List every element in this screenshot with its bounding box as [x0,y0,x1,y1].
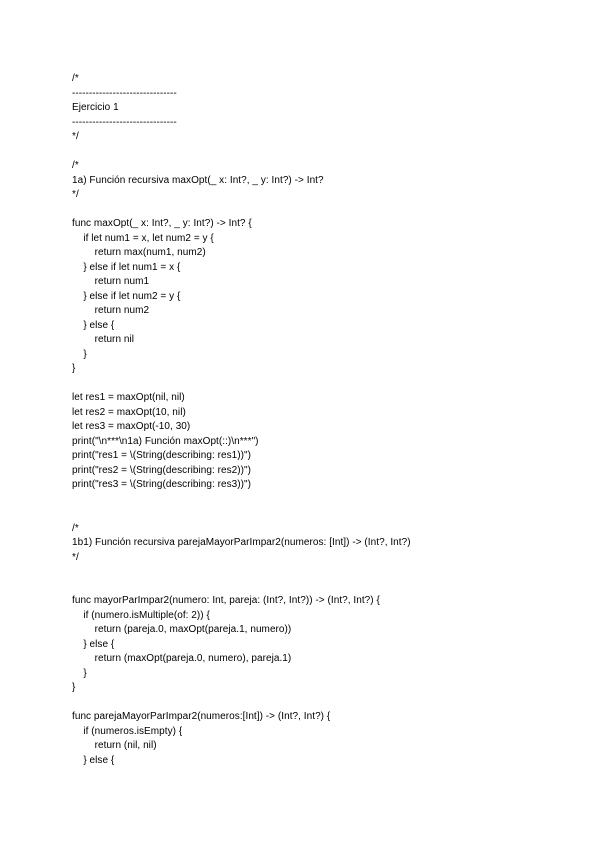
code-line: */ [72,131,79,142]
code-line: if (numero.isMultiple(of: 2)) { [72,609,210,621]
code-line: let res1 = maxOpt(nil, nil) [72,392,185,403]
code-line: } else if let num2 = y { [72,290,181,302]
code-line: 1b1) Función recursiva parejaMayorParImpar2(numeros: [Int]) -> (Int?, Int?) [72,537,411,548]
code-line: return nil [72,334,135,345]
code-line [72,565,411,580]
code-line: func maxOpt(_ x: Int?, _ y: Int?) -> Int? { [72,218,252,229]
code-line: } [72,667,87,679]
code-line [72,696,411,711]
code-line: } [72,363,76,374]
code-line: /* [72,73,79,84]
code-line [72,580,411,595]
code-line: 1a) Función recursiva maxOpt(_ x: Int?, _ y: Int?) -> Int? [72,174,324,186]
code-line: return max(num1, num2) [72,247,206,258]
code-line [72,493,411,508]
code-line: return (maxOpt(pareja.0, numero), pareja.1) [72,653,292,664]
code-line: ------------------------------- [72,116,177,128]
code-line: /* [72,160,79,171]
code-line: } [72,682,76,693]
code-line: */ [72,551,79,563]
code-listing [72,72,411,768]
code-line: print("\n***\n1a) Función maxOpt(::)\n***") [72,435,259,447]
code-line: func mayorParImpar2(numero: Int, pareja: (Int?, Int?)) -> (Int?, Int?) { [72,595,380,606]
code-line: let res3 = maxOpt(-10, 30) [72,421,191,432]
code-line: Ejercicio 1 [72,102,119,113]
code-line: return (pareja.0, maxOpt(pareja.1, numero)) [72,624,292,635]
code-line [72,145,411,160]
code-line [72,377,411,392]
code-line: */ [72,189,79,200]
code-line: return num2 [72,305,150,316]
code-line: /* [72,522,79,534]
code-line: } else if let num1 = x { [72,261,181,273]
code-line: if let num1 = x, let num2 = y { [72,232,214,244]
code-line: func parejaMayorParImpar2(numeros:[Int]) -> (Int?, Int?) { [72,711,331,722]
code-line: let res2 = maxOpt(10, nil) [72,406,186,418]
code-line: ------------------------------- [72,87,177,99]
code-line: } [72,348,87,360]
code-line: return (nil, nil) [72,740,157,751]
code-line: } else { [72,638,115,650]
code-line: } else { [72,319,115,331]
code-line: print("res3 = \(String(describing: res3))") [72,479,252,490]
code-line: } else { [72,754,115,766]
code-line [72,203,411,218]
code-line: if (numeros.isEmpty) { [72,725,183,737]
code-line: print("res1 = \(String(describing: res1))") [72,450,252,461]
code-line: return num1 [72,276,150,287]
code-line: print("res2 = \(String(describing: res2))") [72,464,252,476]
code-line [72,507,411,522]
